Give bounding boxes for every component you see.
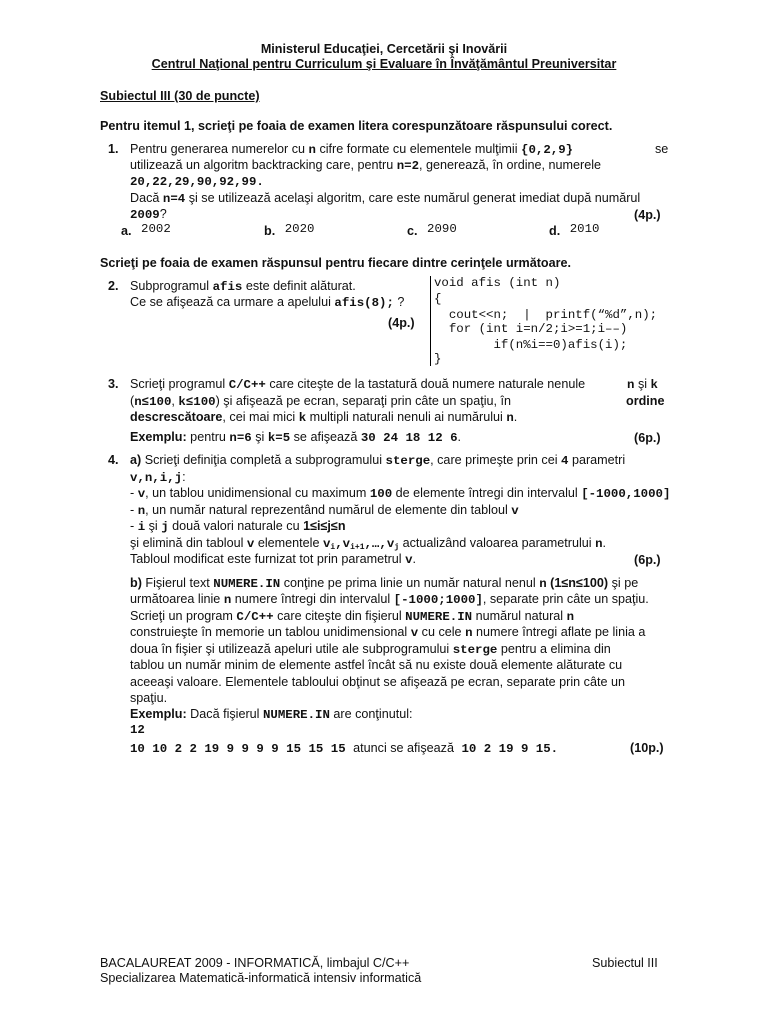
q4-text: Scrieţi un program xyxy=(130,609,233,623)
q3-bold-desc: descrescătoare xyxy=(130,410,223,424)
subscript: i xyxy=(330,543,336,552)
q3-var: n xyxy=(627,378,635,392)
q3-cond: n≤100 xyxy=(134,395,172,409)
q4-var: v xyxy=(511,504,519,518)
q3-text: , xyxy=(171,394,179,408)
q4-output: 10 2 19 9 15. xyxy=(461,742,559,756)
q4-text: elementele xyxy=(257,536,320,550)
q1-text: , generează, în ordine, numerele xyxy=(419,158,602,172)
q4b-line5 xyxy=(130,642,611,657)
q4-var: i xyxy=(137,520,146,534)
q1-line5 xyxy=(130,207,167,222)
subject-title: Subiectul III (30 de puncte) xyxy=(100,89,260,103)
q4b-line2 xyxy=(130,592,649,607)
option-letter: a. xyxy=(121,224,132,238)
q4-params: v,n,i,j xyxy=(130,471,183,485)
q3-line1-end xyxy=(627,377,658,392)
q4-range: [-1000,1000] xyxy=(581,487,671,501)
q3-text: ( xyxy=(130,394,135,408)
q4-func: sterge xyxy=(385,454,431,468)
q4-var: v xyxy=(342,537,351,551)
example-label: Exemplu: xyxy=(130,430,187,444)
q1-line1 xyxy=(130,142,573,157)
q4-var: n xyxy=(223,593,232,607)
q4-text: atunci se afişează xyxy=(353,741,454,755)
q3-var: n xyxy=(506,411,514,425)
q4-text: . xyxy=(412,552,417,566)
q1-text: şi se utilizează acelaşi algoritm, care este numărul generat imediat după numărul xyxy=(185,191,641,205)
q4b-points: (10p.) xyxy=(630,741,664,755)
q4b-line8: spaţiu. xyxy=(130,691,168,705)
q1-option-a xyxy=(121,224,171,239)
q4-var: v xyxy=(405,553,413,567)
q4-var: v xyxy=(410,626,419,640)
q4-text: două valori naturale cu xyxy=(168,519,304,533)
q4-text: actualizând valoarea parametrului xyxy=(402,536,592,550)
q4b-example-line2 xyxy=(130,741,558,756)
q4-text: construieşte în memorie un tablou unidimensional xyxy=(130,625,408,639)
q2-func: afis xyxy=(212,280,243,294)
code-line: for (int i=n/2;i>=1;i––) xyxy=(434,322,628,336)
q3-example xyxy=(130,430,461,445)
subscript: i+1 xyxy=(350,543,365,552)
q1-points: (4p.) xyxy=(634,208,661,222)
q4-text: numărul natural xyxy=(472,609,564,623)
q4-var: n xyxy=(566,610,575,624)
q3-text: multipli naturali nenuli ai numărului xyxy=(309,410,503,424)
q2-call: afis(8); xyxy=(334,296,394,310)
q1-text: cifre formate cu elementele mulţimii xyxy=(319,142,518,156)
q3-text: . xyxy=(457,430,462,444)
q4-condition: 1≤i≤j≤n xyxy=(303,519,346,533)
q4-text: şi elimină din tabloul xyxy=(130,536,244,550)
q2-text: Ce se afişează ca urmare a apelului xyxy=(130,295,331,309)
code-line: if(n%i==0)afis(i); xyxy=(434,338,628,352)
q4-text: are conţinutul: xyxy=(329,707,413,721)
q3-line1 xyxy=(130,377,585,392)
q3-text: se afişează xyxy=(290,430,358,444)
q2-line2 xyxy=(130,295,404,310)
q3-points: (6p.) xyxy=(634,431,661,445)
q1-sequence: 20,22,29,90,92,99. xyxy=(130,175,264,189)
option-value: 2090 xyxy=(427,222,457,236)
q3-bold-order: ordine xyxy=(626,394,665,408)
q4a-line1 xyxy=(130,453,625,468)
q1-text: ? xyxy=(159,207,167,221)
ministry-header: Ministerul Educaţiei, Cercetării şi Inovării xyxy=(260,42,508,56)
instruction-item1: Pentru itemul 1, scrieţi pe foaia de examen litera corespunzătoare răspunsului corect. xyxy=(100,119,613,133)
q4-text: numere întregi aflate pe linia a xyxy=(476,625,646,639)
subscript: j xyxy=(394,543,400,552)
q1-text: utilizează un algoritm backtracking care, pentru xyxy=(130,158,394,172)
q4-var: v xyxy=(246,537,255,551)
q4-text: Fişierul text xyxy=(141,576,210,590)
q4-text: care citeşte din fişierul xyxy=(277,609,402,623)
q4-input: 10 10 2 2 19 9 9 9 9 15 15 15 xyxy=(130,742,346,756)
q4-lang: C/C++ xyxy=(236,610,274,624)
q1-var: n xyxy=(308,143,316,157)
example-label: Exemplu: xyxy=(130,707,187,721)
code-line: cout<<n; | printf(“%d”,n); xyxy=(434,308,658,322)
q2-line1 xyxy=(130,279,356,294)
q1-option-c xyxy=(407,224,457,239)
q3-line3 xyxy=(130,410,517,425)
q3-var: n=6 xyxy=(229,431,252,445)
q4b-line7: aceeaşi valoare. Elementele tabloului obţinut se afişează pe ecran, separate prin câte un xyxy=(130,675,625,689)
option-letter: c. xyxy=(407,224,418,238)
q4-var: n xyxy=(595,537,603,551)
q4-var: v xyxy=(137,487,146,501)
q4a-line2 xyxy=(130,470,186,485)
q4-text: şi xyxy=(145,519,162,533)
q4-range: [-1000;1000] xyxy=(393,593,483,607)
q4-var: n xyxy=(137,504,146,518)
question-number: 2. xyxy=(108,279,119,293)
question-number: 3. xyxy=(108,377,119,391)
q4-file: NUMERE.IN xyxy=(213,577,281,591)
q4-text: ,…, xyxy=(364,537,387,551)
q4-element-range xyxy=(323,537,399,551)
q4-text: : xyxy=(182,470,186,484)
q4-text: - xyxy=(130,503,138,517)
q4-file: NUMERE.IN xyxy=(262,708,330,722)
option-value: 2002 xyxy=(141,222,171,236)
q3-text: şi xyxy=(255,430,265,444)
part-label: a) xyxy=(130,453,142,467)
q4b-line4 xyxy=(130,625,645,640)
center-header: Centrul Naţional pentru Curriculum şi Evaluare în Învăţământul Preuniversitar xyxy=(151,57,617,71)
q4-text: - xyxy=(130,519,138,533)
question-number: 1. xyxy=(108,142,119,156)
q4-text: , xyxy=(335,537,343,551)
q1-var: n=2 xyxy=(396,159,420,173)
q4a-bullet-ij xyxy=(130,519,346,534)
q4-text: Scrieţi definiţia completă a subprogramului xyxy=(141,453,383,467)
q3-text: Scrieţi programul xyxy=(130,377,226,391)
q4-number: 100 xyxy=(369,487,393,501)
q3-text: pentru xyxy=(186,430,226,444)
footer-subject: Subiectul III xyxy=(592,956,658,970)
q1-set: {0,2,9} xyxy=(521,143,574,157)
q1-var: n=4 xyxy=(162,192,186,206)
q2-text: este definit alăturat. xyxy=(242,279,356,293)
q1-option-b xyxy=(264,224,314,239)
part-label: b) xyxy=(130,576,142,590)
footer-exam-title: BACALAUREAT 2009 - INFORMATICĂ, limbajul C/C++ xyxy=(100,956,410,970)
q4a-line-eliminate xyxy=(130,536,606,552)
option-value: 2010 xyxy=(569,222,600,236)
q4-text: . xyxy=(602,536,607,550)
q3-text: şi xyxy=(637,377,648,391)
q4-text: pentru a elimina din xyxy=(497,642,611,656)
q4a-points: (6p.) xyxy=(634,553,661,567)
q4-text: - xyxy=(130,486,138,500)
q4-var: j xyxy=(161,520,169,534)
q3-line2 xyxy=(130,394,511,409)
q4-text: următoarea linie xyxy=(130,592,221,606)
q1-text: se xyxy=(655,142,669,156)
q1-text: Pentru generarea numerelor cu xyxy=(130,142,306,156)
footer-specialization: Specializarea Matematică-informatică intensiv informatică xyxy=(100,971,422,985)
q3-lang: C/C++ xyxy=(228,378,266,392)
q3-text: ) şi afişează pe ecran, separaţi prin câte un spaţiu, în xyxy=(215,394,511,408)
q4-var: n xyxy=(539,577,547,591)
q4-var: n xyxy=(465,626,473,640)
q4-text: doua în fişier şi utilizează apeluri utile ale subprogramului xyxy=(130,642,450,656)
q2-code-block xyxy=(430,276,681,366)
q2-text: Subprogramul xyxy=(130,279,210,293)
q4b-line6: tablou un număr minim de elemente astfel încât să nu existe două elemente alăturate cu xyxy=(130,658,623,672)
q4-file: NUMERE.IN xyxy=(405,610,473,624)
q4-var: v xyxy=(386,537,395,551)
q4b-line3 xyxy=(130,609,574,624)
q1-number: 2009 xyxy=(130,208,160,222)
q4-text: parametri xyxy=(571,453,626,467)
q3-var: k xyxy=(650,378,658,392)
q4-text: de elemente întregi din intervalul xyxy=(392,486,578,500)
q4-text: , care primeşte prin cei xyxy=(430,453,558,467)
q4-text: Dacă fişierul xyxy=(186,707,260,721)
q3-text: , cei mai mici xyxy=(222,410,296,424)
q1-text: Dacă xyxy=(130,191,160,205)
q3-var: k=5 xyxy=(267,431,291,445)
q4-text: cu cele xyxy=(421,625,462,639)
q4a-line-modified xyxy=(130,552,416,567)
q2-text: ? xyxy=(393,295,405,309)
code-line: void afis (int n) xyxy=(434,276,561,290)
q4a-bullet-n xyxy=(130,503,519,518)
q4-text: şi pe xyxy=(611,576,639,590)
q4b-example-line1: 12 xyxy=(130,723,145,737)
q4a-bullet-v xyxy=(130,486,670,501)
q4-text: , separate prin câte un spaţiu. xyxy=(482,592,649,606)
q3-output: 30 24 18 12 6 xyxy=(360,431,458,445)
code-line: } xyxy=(434,352,442,366)
q4-var: v xyxy=(322,537,331,551)
q1-option-d xyxy=(549,224,599,239)
q4b-line1 xyxy=(130,576,638,591)
q4-text: , un număr natural reprezentând numărul de elemente din tabloul xyxy=(145,503,508,517)
option-letter: b. xyxy=(264,224,276,238)
q4-text: , un tablou unidimensional cu maximum xyxy=(145,486,367,500)
q3-text: care citeşte de la tastatură două numere naturale nenule xyxy=(269,377,586,391)
instruction-items2-4: Scrieţi pe foaia de examen răspunsul pentru fiecare dintre cerinţele următoare. xyxy=(100,256,572,270)
q4-text: Tabloul modificat este furnizat tot prin parametrul xyxy=(130,552,402,566)
q3-var: k xyxy=(298,411,307,425)
q4-text: conţine pe prima linie un număr natural nenul xyxy=(280,576,536,590)
q4-number: 4 xyxy=(561,454,569,468)
option-letter: d. xyxy=(549,224,561,238)
code-line: { xyxy=(434,292,442,306)
q2-points: (4p.) xyxy=(388,316,415,330)
q1-line4 xyxy=(130,191,640,206)
q4b-example xyxy=(130,707,413,722)
question-number: 4. xyxy=(108,453,119,467)
q1-line2 xyxy=(130,158,601,173)
option-value: 2020 xyxy=(284,222,315,236)
q3-text: . xyxy=(513,410,518,424)
q4-func: sterge xyxy=(452,643,498,657)
q3-cond: k≤100 xyxy=(178,395,216,409)
q4-text: numere întregi din intervalul xyxy=(234,592,391,606)
q4-condition: (1≤n≤100) xyxy=(550,576,609,590)
